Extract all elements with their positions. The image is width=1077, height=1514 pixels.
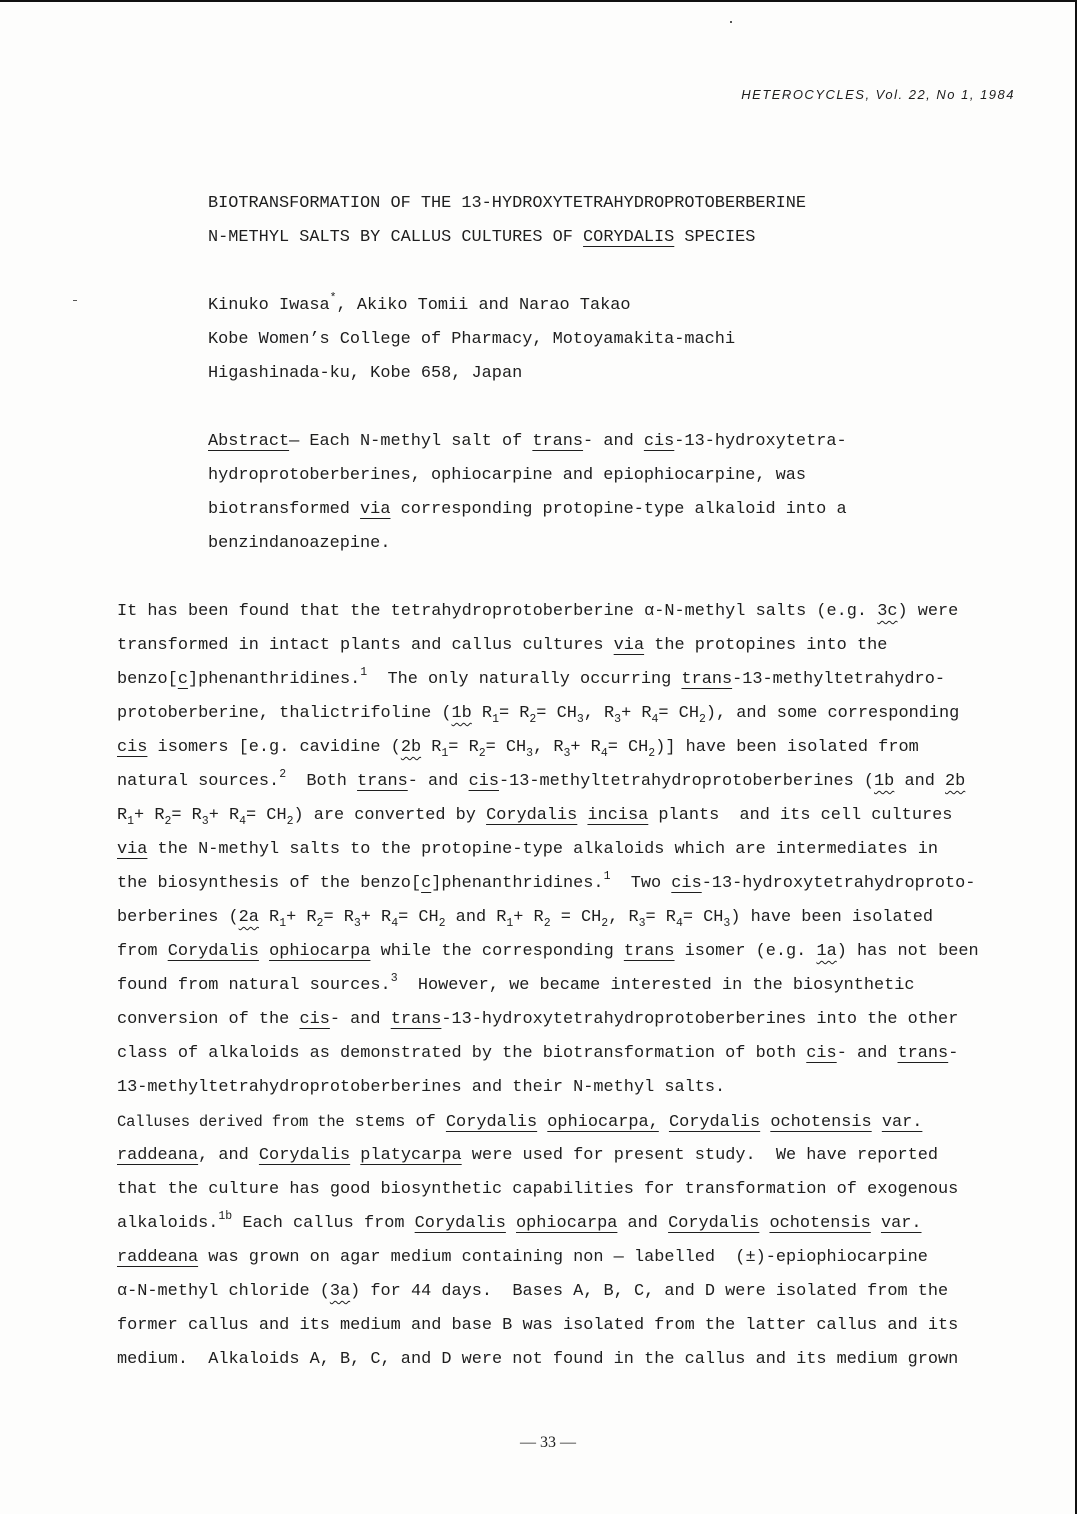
- body-line: [117, 629, 979, 663]
- text-run: = CH: [485, 738, 527, 757]
- underlined-term: Corydalis: [486, 806, 578, 825]
- subscript: 3: [638, 917, 646, 930]
- text-run: )] have been isolated from: [655, 738, 919, 757]
- text-run: ), and some corresponding: [705, 704, 960, 723]
- text-run: the N-methyl salts to the protopine-type alkaloids which are intermediates in: [147, 840, 939, 859]
- text-run: the protopines into the: [644, 636, 888, 655]
- body-line: [117, 595, 979, 629]
- text-run: R: [258, 908, 280, 927]
- abstract-line: [208, 527, 847, 561]
- subscript: 3: [353, 917, 361, 930]
- compound-label: 3c: [877, 602, 898, 621]
- text-run: isomers [e.g. cavidine (: [147, 738, 401, 757]
- body-line: [117, 765, 979, 799]
- subscript: 2: [286, 815, 294, 828]
- body-line: [117, 867, 979, 901]
- body-line: [117, 1343, 979, 1377]
- journal-header: HETEROCYCLES, Vol. 22, No 1, 1984: [741, 87, 1015, 102]
- subscript: 2: [698, 713, 706, 726]
- text-run: [506, 1214, 516, 1233]
- subscript: 3: [576, 713, 584, 726]
- text-run: , R: [533, 738, 564, 757]
- superscript: *: [329, 292, 337, 305]
- text-run: were used for present study. We have reported: [461, 1146, 939, 1165]
- body-line: [117, 1037, 979, 1071]
- scan-speck: [730, 21, 732, 23]
- text-run: R: [117, 806, 128, 825]
- underlined-term: Corydalis: [668, 1214, 760, 1233]
- page-number: — 33 —: [520, 1434, 576, 1451]
- subscript: 2: [164, 815, 172, 828]
- text-run: = R: [171, 806, 202, 825]
- body-line: [117, 1309, 979, 1343]
- body-text: [117, 595, 979, 1377]
- text-run: corresponding protopine-type alkaloid into a: [390, 500, 847, 519]
- underlined-term: Corydalis: [167, 942, 259, 961]
- underlined-term: Corydalis: [668, 1113, 761, 1132]
- scan-border-top: [0, 0, 1077, 2]
- text-run: [537, 1113, 547, 1132]
- underlined-term: ophiocarpa: [516, 1214, 618, 1233]
- superscript: 1: [360, 666, 368, 679]
- compound-label: 2a: [238, 908, 259, 927]
- text-run: benzo[: [117, 670, 178, 689]
- underlined-term: Corydalis: [414, 1214, 506, 1233]
- text-run: the biosynthesis of the benzo[: [117, 874, 422, 893]
- text-run: + R: [621, 704, 652, 723]
- abstract-line: [208, 493, 847, 527]
- text-run: ) are converted by: [293, 806, 487, 825]
- underlined-term: var.: [880, 1214, 922, 1233]
- text-run: R: [471, 704, 493, 723]
- author-line: [208, 289, 735, 323]
- text-run: class of alkaloids as demonstrated by the biotransformation of both: [117, 1044, 807, 1063]
- text-run: = R: [645, 908, 676, 927]
- subscript: 2: [648, 747, 656, 760]
- subscript: 4: [675, 917, 683, 930]
- text-run: + R: [513, 908, 544, 927]
- text-run: [872, 1113, 882, 1132]
- text-run: SPECIES: [674, 228, 756, 247]
- inserted-text: Calluses derived from the: [117, 1113, 345, 1131]
- text-run: benzindanoazepine.: [208, 534, 391, 553]
- text-run: medium. Alkaloids A, B, C, and D were not found in the callus and its medium grown: [117, 1350, 959, 1369]
- subscript: 1: [127, 815, 135, 828]
- body-line: [117, 697, 979, 731]
- superscript: 2: [279, 768, 287, 781]
- text-run: [871, 1214, 881, 1233]
- body-line: [117, 731, 979, 765]
- text-run: = R: [498, 704, 530, 723]
- scan-speck: [73, 300, 77, 301]
- underlined-term: Corydalis: [258, 1146, 351, 1165]
- abstract-line: [208, 459, 847, 493]
- text-run: transformed in intact plants and callus cultures: [117, 636, 614, 655]
- text-run: Two: [610, 874, 672, 893]
- subscript: 1: [492, 713, 499, 726]
- text-run: and: [894, 772, 945, 791]
- text-run: stems of: [344, 1113, 446, 1132]
- text-run: that the culture has good biosynthetic capabilities for transformation of exogenous: [117, 1180, 959, 1199]
- author-line: [208, 357, 735, 391]
- text-run: biotransformed: [208, 500, 361, 519]
- text-run: - and: [836, 1044, 898, 1063]
- body-line: [117, 901, 979, 935]
- subscript: 4: [239, 815, 247, 828]
- text-run: = CH: [536, 704, 577, 723]
- underlined-term: trans: [681, 670, 733, 689]
- text-run: from: [117, 942, 168, 961]
- text-run: = CH: [398, 908, 439, 927]
- text-run: former callus and its medium and base B was isolated from the latter callus and its: [117, 1316, 959, 1335]
- text-run: 13-methyltetrahydroprotoberberines and their N-methyl salts.: [117, 1078, 726, 1097]
- text-run: [577, 806, 587, 825]
- underlined-term: cis: [117, 738, 148, 757]
- subscript: 3: [614, 713, 622, 726]
- text-run: , Akiko Tomii and Narao Takao: [336, 296, 631, 315]
- subscript: 3: [723, 917, 731, 930]
- text-run: The only naturally occurring: [367, 670, 682, 689]
- text-run: - and: [329, 1010, 391, 1029]
- text-run: = CH: [246, 806, 287, 825]
- body-line: [117, 1207, 979, 1241]
- article-title: [208, 187, 806, 255]
- underlined-term: CORYDALIS: [583, 228, 675, 247]
- body-line: [117, 1241, 979, 1275]
- title-line: [208, 221, 806, 255]
- subscript: 2: [438, 917, 446, 930]
- text-run: [659, 1113, 669, 1132]
- subscript: 4: [651, 713, 659, 726]
- compound-label: 1a: [816, 942, 837, 961]
- text-run: [759, 1214, 769, 1233]
- text-run: + R: [134, 806, 165, 825]
- subscript: 4: [600, 747, 608, 760]
- underlined-term: raddeana: [117, 1248, 199, 1267]
- text-run: [760, 1113, 770, 1132]
- body-line: [117, 935, 979, 969]
- subscript: 3: [563, 747, 571, 760]
- underlined-term: Corydalis: [445, 1113, 538, 1132]
- abstract: [208, 425, 847, 561]
- text-run: ) were: [897, 602, 959, 621]
- text-run: and R: [445, 908, 507, 927]
- body-line: [117, 1139, 979, 1173]
- text-run: ]phenanthridines.: [431, 874, 604, 893]
- text-run: Both: [286, 772, 358, 791]
- compound-label: 2b: [400, 738, 422, 757]
- compound-label: 1b: [874, 772, 895, 791]
- body-line: [117, 1173, 979, 1207]
- underlined-term: trans: [357, 772, 408, 791]
- body-line: [117, 663, 979, 697]
- text-run: was grown on agar medium containing non — labelled (±)-epiophiocarpine: [198, 1248, 928, 1267]
- text-run: found from natural sources.: [117, 976, 391, 995]
- text-run: -13-hydroxytetrahydroprotoberberines into the other: [441, 1010, 959, 1029]
- text-run: — Each N-methyl salt of: [289, 432, 533, 451]
- underlined-term: via: [613, 636, 645, 655]
- text-run: + R: [570, 738, 601, 757]
- underlined-term: cis: [299, 1010, 330, 1029]
- text-run: -13-methyltetrahydro-: [732, 670, 945, 689]
- underlined-term: ophiocarpa,: [547, 1113, 659, 1132]
- text-run: = R: [323, 908, 354, 927]
- text-run: , R: [583, 704, 615, 723]
- text-run: - and: [583, 432, 644, 451]
- subscript: 3: [201, 815, 209, 828]
- subscript: 2: [543, 917, 551, 930]
- underlined-term: ophiocarpa: [269, 942, 371, 961]
- text-run: + R: [286, 908, 317, 927]
- text-run: = CH: [682, 908, 724, 927]
- text-run: ) has not been: [836, 942, 979, 961]
- superscript: 1: [603, 870, 611, 883]
- text-run: conversion of the: [117, 1010, 300, 1029]
- underlined-term: trans: [390, 1010, 442, 1029]
- author-affiliation: [208, 289, 735, 391]
- underlined-term: cis: [671, 874, 702, 893]
- body-line: [117, 799, 979, 833]
- text-run: N-METHYL SALTS BY CALLUS CULTURES OF: [208, 228, 584, 247]
- compound-label: 2b: [945, 772, 966, 791]
- text-run: R: [421, 738, 442, 757]
- body-line: [117, 1105, 979, 1139]
- compound-label: 3a: [329, 1282, 351, 1301]
- text-run: [259, 942, 269, 961]
- text-run: BIOTRANSFORMATION OF THE 13-HYDROXYTETRAHYDROPROTOBERBERINE: [208, 194, 807, 213]
- subscript: 3: [526, 747, 534, 760]
- underlined-term: c: [421, 874, 432, 893]
- text-run: alkaloids.: [117, 1214, 219, 1233]
- subscript: 2: [316, 917, 324, 930]
- underlined-term: c: [177, 670, 188, 689]
- text-run: , R: [608, 908, 639, 927]
- underlined-term: raddeana: [117, 1146, 199, 1165]
- text-run: + R: [208, 806, 240, 825]
- underlined-term: ochotensis: [769, 1214, 871, 1233]
- subscript: 1: [506, 917, 514, 930]
- body-line: [117, 833, 979, 867]
- text-run: and: [617, 1214, 669, 1233]
- text-run: , and: [198, 1146, 259, 1165]
- text-run: Each callus from: [232, 1214, 415, 1233]
- underlined-term: trans: [623, 942, 675, 961]
- underlined-term: ochotensis: [770, 1113, 872, 1132]
- text-run: while the corresponding: [370, 942, 624, 961]
- text-run: Kobe Women’s College of Pharmacy, Motoyamakita-machi: [208, 330, 736, 349]
- text-run: ) for 44 days. Bases A, B, C, and D were isolated from the: [350, 1282, 949, 1301]
- author-line: [208, 323, 735, 357]
- text-run: - and: [407, 772, 469, 791]
- underlined-term: trans: [897, 1044, 949, 1063]
- subscript: 1: [441, 747, 449, 760]
- text-run: -13-hydroxytetra-: [674, 432, 847, 451]
- text-run: protoberberine, thalictrifoline (: [117, 704, 452, 723]
- underlined-term: incisa: [587, 806, 649, 825]
- subscript: 2: [478, 747, 486, 760]
- text-run: natural sources.: [117, 772, 280, 791]
- text-run: -13-hydroxytetrahydroproto-: [701, 874, 976, 893]
- text-run: hydroprotoberberines, ophiocarpine and epiophiocarpine, was: [208, 466, 807, 485]
- text-run: = R: [448, 738, 479, 757]
- underlined-term: platycarpa: [360, 1146, 462, 1165]
- underlined-term: var.: [881, 1113, 923, 1132]
- underlined-term: cis: [643, 432, 675, 451]
- underlined-term: cis: [806, 1044, 837, 1063]
- underlined-term: via: [117, 840, 148, 859]
- text-run: α-N-methyl chloride (: [117, 1282, 330, 1301]
- text-run: berberines (: [117, 908, 239, 927]
- compound-label: 1b: [451, 704, 472, 723]
- text-run: = CH: [607, 738, 649, 757]
- subscript: 1: [279, 917, 287, 930]
- underlined-term: trans: [532, 432, 584, 451]
- text-run: -: [948, 1044, 959, 1063]
- text-run: Kinuko Iwasa: [208, 296, 330, 315]
- text-run: -13-methyltetrahydroprotoberberines (: [498, 772, 875, 791]
- text-run: [350, 1146, 360, 1165]
- abstract-line: [208, 425, 847, 459]
- body-line: [117, 969, 979, 1003]
- text-run: = CH: [550, 908, 602, 927]
- text-run: ) have been isolated: [730, 908, 934, 927]
- text-run: Higashinada-ku, Kobe 658, Japan: [208, 364, 523, 383]
- superscript: 3: [390, 972, 398, 985]
- text-run: plants and its cell cultures: [648, 806, 953, 825]
- text-run: However, we became interested in the biosynthetic: [397, 976, 915, 995]
- body-line: [117, 1071, 979, 1105]
- text-run: isomer (e.g.: [674, 942, 817, 961]
- subscript: 2: [601, 917, 609, 930]
- body-line: [117, 1003, 979, 1037]
- underlined-term: Abstract: [208, 432, 290, 451]
- text-run: It has been found that the tetrahydroprotoberberine α-N-methyl salts (e.g.: [117, 602, 878, 621]
- text-run: = CH: [658, 704, 699, 723]
- underlined-term: via: [360, 500, 391, 519]
- text-run: ]phenanthridines.: [187, 670, 361, 689]
- superscript: 1b: [218, 1210, 233, 1223]
- underlined-term: cis: [468, 772, 499, 791]
- text-run: + R: [360, 908, 392, 927]
- body-line: [117, 1275, 979, 1309]
- subscript: 4: [391, 917, 399, 930]
- title-line: [208, 187, 806, 221]
- subscript: 2: [529, 713, 537, 726]
